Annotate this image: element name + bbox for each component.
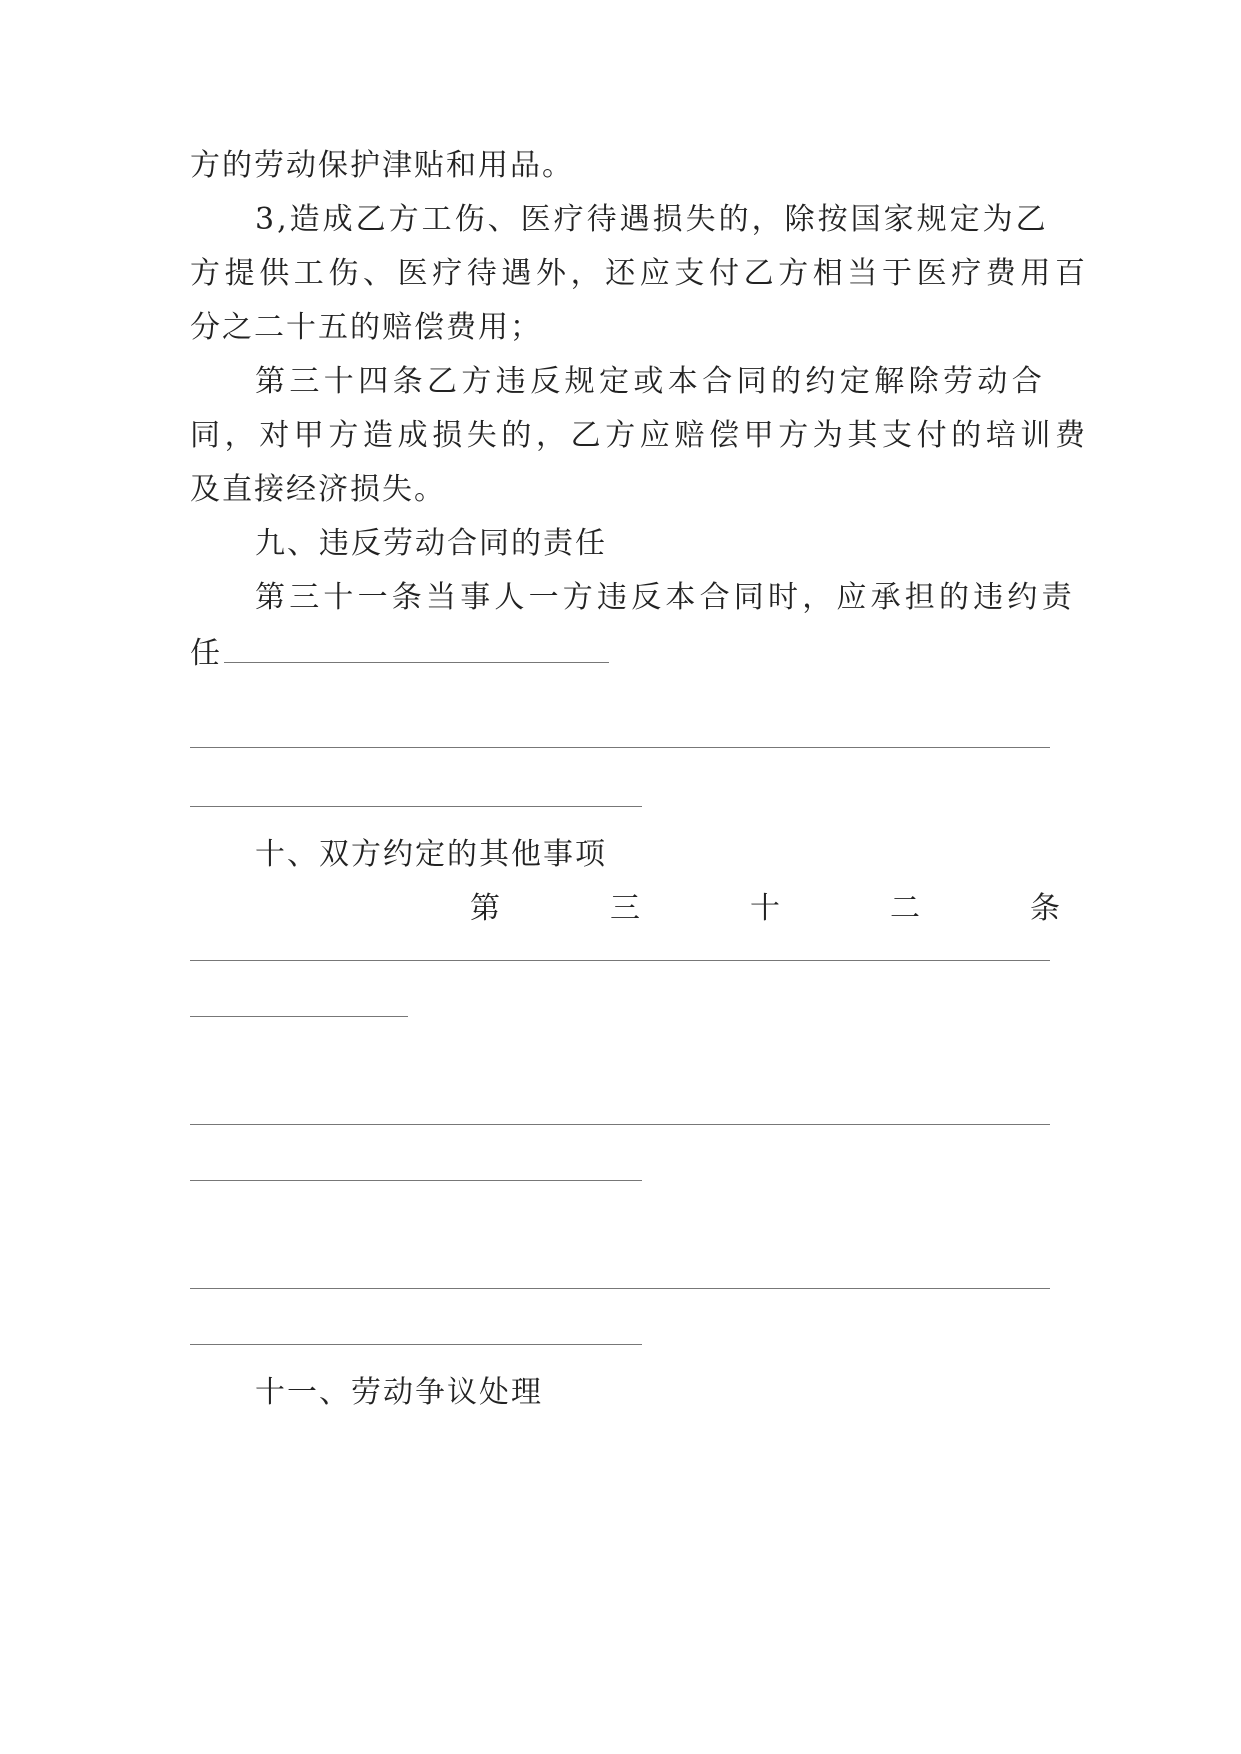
paragraph-line: 方提供工伤、医疗待遇外，还应支付乙方相当于医疗费用百 — [190, 256, 1090, 291]
fill-in-blank — [190, 1344, 642, 1345]
section-heading-nine: 九、违反劳动合同的责任 — [255, 526, 607, 561]
article-32-char: 第 — [470, 891, 500, 926]
paragraph-line-text: 任 — [190, 636, 222, 671]
paragraph-line-text: 3,造成乙方工伤、医疗待遇损失的，除按国家规定为乙 — [255, 202, 1049, 237]
paragraph-line: 及直接经济损失。 — [190, 472, 446, 507]
article-32-char: 三 — [610, 891, 640, 926]
article-32-char: 十 — [750, 891, 780, 926]
paragraph-line: 同，对甲方造成损失的，乙方应赔偿甲方为其支付的培训费 — [190, 418, 1090, 453]
fill-in-blank — [190, 1016, 408, 1017]
fill-in-blank — [190, 806, 642, 807]
article-32-char: 条 — [1030, 891, 1060, 926]
article-32-char: 二 — [890, 891, 920, 926]
paragraph-line: 方的劳动保护津贴和用品。 — [190, 148, 574, 183]
fill-in-blank — [190, 747, 1050, 748]
article-32-heading — [470, 889, 1060, 929]
fill-in-blank — [190, 960, 1050, 961]
fill-in-blank — [190, 1288, 1050, 1289]
paragraph-line — [190, 632, 1060, 672]
fill-in-blank — [224, 632, 609, 663]
section-heading-ten: 十、双方约定的其他事项 — [255, 837, 607, 872]
paragraph-line — [255, 200, 1060, 240]
fill-in-blank — [190, 1124, 1050, 1125]
article-34-line: 第三十四条乙方违反规定或本合同的约定解除劳动合 — [255, 364, 1047, 399]
fill-in-blank — [190, 1180, 642, 1181]
paragraph-line: 分之二十五的赔偿费用； — [190, 310, 542, 345]
article-31-line: 第三十一条当事人一方违反本合同时，应承担的违约责 — [255, 580, 1076, 615]
section-heading-eleven: 十一、劳动争议处理 — [255, 1375, 543, 1410]
